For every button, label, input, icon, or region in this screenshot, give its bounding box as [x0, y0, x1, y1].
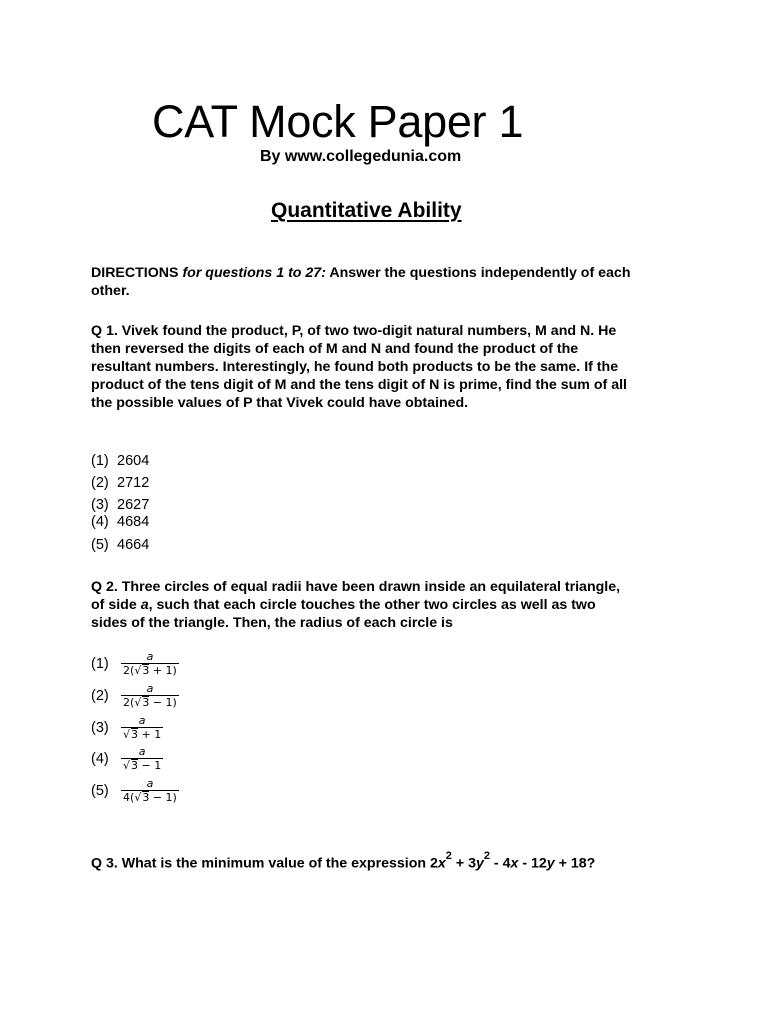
denominator: 2(√3 + 1) — [123, 664, 177, 677]
fraction — [121, 650, 179, 677]
option-number: (1) — [91, 453, 109, 469]
option-number: (3) — [91, 719, 109, 736]
question-2-text — [91, 578, 631, 632]
option-3 — [91, 497, 149, 513]
option-2 — [91, 682, 179, 709]
radicand: 3 — [131, 728, 139, 741]
option-value: 2604 — [117, 453, 150, 469]
option-value: 4664 — [117, 537, 150, 553]
denominator-suffix: − 1 — [138, 759, 162, 772]
denominator: √3 − 1 — [123, 759, 162, 772]
q3-var-y: y — [475, 855, 484, 872]
fraction — [121, 777, 179, 804]
radicand: 3 — [142, 664, 150, 677]
denominator-prefix: 2( — [123, 696, 135, 709]
denominator-prefix: 4( — [123, 791, 135, 804]
denominator: 2(√3 − 1) — [123, 696, 177, 709]
numerator: a — [121, 777, 179, 791]
question-2-text-after: , such that each circle touches the other two circles as well as two sides of the triangle. Then, the radius of each circle is — [91, 597, 596, 631]
question-3-text — [91, 850, 651, 873]
option-number: (5) — [91, 537, 109, 553]
radicand: 3 — [142, 791, 150, 804]
numerator: a — [121, 682, 179, 696]
q3-exponent: 2 — [445, 850, 452, 862]
question-2-text-before: Q 2. Three circles of equal radii have been drawn inside an equilateral triangle, of side — [91, 579, 621, 613]
q3-term: + 3 — [451, 855, 476, 872]
fraction — [121, 745, 163, 772]
radicand: 3 — [142, 696, 150, 709]
directions-range: for questions 1 to 27: — [182, 265, 326, 281]
byline: By www.collegedunia.com — [260, 148, 462, 165]
q3-var-x: x — [510, 855, 519, 872]
option-number: (5) — [91, 782, 109, 799]
option-number: (4) — [91, 750, 109, 767]
option-value: 2627 — [117, 497, 150, 513]
question-2-variable: a — [140, 597, 149, 613]
q3-var-y: y — [546, 855, 555, 872]
option-3 — [91, 714, 163, 741]
denominator-suffix: + 1 — [138, 728, 162, 741]
q3-term: - 12 — [518, 855, 547, 872]
directions-label: DIRECTIONS — [91, 265, 179, 281]
section-heading: Quantitative Ability — [271, 199, 462, 222]
q3-exponent: 2 — [483, 850, 490, 862]
numerator: a — [121, 650, 179, 664]
numerator: a — [121, 745, 163, 759]
q3-var-x: x — [437, 855, 446, 872]
option-number: (3) — [91, 497, 109, 513]
denominator-suffix: + 1) — [149, 664, 177, 677]
denominator-suffix: − 1) — [149, 791, 177, 804]
denominator-suffix: − 1) — [149, 696, 177, 709]
option-number: (2) — [91, 687, 109, 704]
q3-term: - 4 — [489, 855, 511, 872]
page-title: CAT Mock Paper 1 — [152, 96, 524, 147]
option-number: (4) — [91, 514, 109, 530]
option-4 — [91, 514, 149, 530]
directions — [91, 264, 631, 300]
q3-prefix: Q 3. What is the minimum value of the expression 2 — [91, 855, 438, 872]
question-1-text: Q 1. Vivek found the product, P, of two two-digit natural numbers, M and N. He then reversed the digits of each of M and N and found the product of the resultant numbers. Interestingly, he found both products to be the same. If the product of the tens digit of M and the tens digit of N is prime, find the sum of all the possible values of P that Vivek could have obtained. — [91, 323, 627, 411]
denominator: √3 + 1 — [123, 728, 162, 741]
option-2 — [91, 475, 149, 491]
option-number: (1) — [91, 655, 109, 672]
option-1 — [91, 453, 149, 469]
option-5 — [91, 537, 149, 553]
denominator-prefix: 2( — [123, 664, 135, 677]
numerator: a — [121, 714, 163, 728]
option-5 — [91, 777, 179, 804]
option-1 — [91, 650, 179, 677]
option-value: 2712 — [117, 475, 150, 491]
fraction — [121, 682, 179, 709]
fraction — [121, 714, 163, 741]
option-4 — [91, 745, 163, 772]
q3-tail: + 18? — [554, 855, 596, 872]
directions-text: Answer the questions independently of each other. — [91, 265, 631, 299]
option-value: 4684 — [117, 514, 150, 530]
denominator: 4(√3 − 1) — [123, 791, 177, 804]
radicand: 3 — [131, 759, 139, 772]
option-number: (2) — [91, 475, 109, 491]
